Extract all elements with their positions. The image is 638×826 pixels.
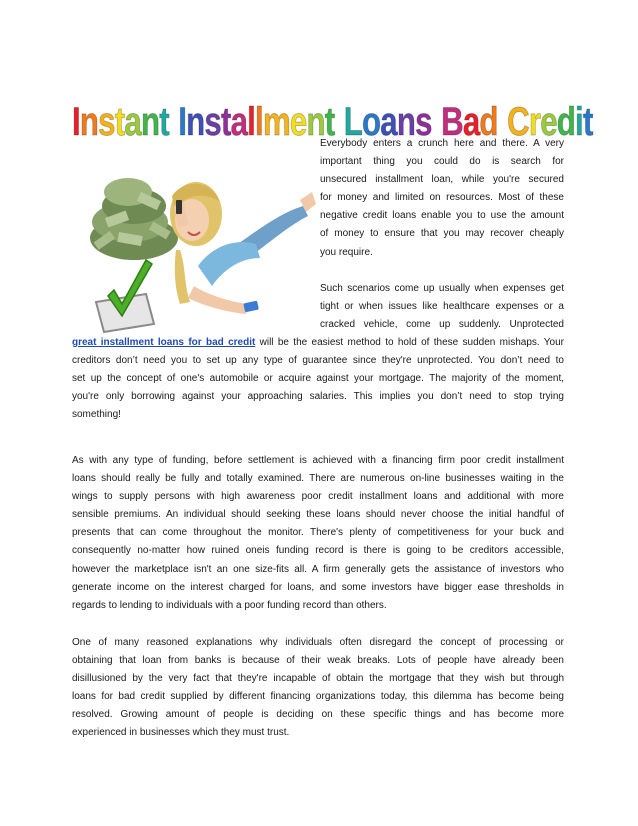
title-letter: d — [556, 99, 576, 144]
title-letter: L — [343, 99, 363, 144]
text-line: obtaining that loan from banks is because of their weak breaks. Lots of people have already been — [72, 655, 564, 667]
text-line: disillusioned by the very fact that they're incapable of obtain the mortgage that they wish but through — [72, 673, 564, 685]
text-line: generate income on the interest charged for loans, and some investors have bigger ease thresholds in — [72, 581, 564, 593]
text-line: set up the concept of one's automobile or acquire against your mortgage. The majority of the moment, — [72, 373, 564, 385]
text-line: for money and limited on resources. Most of these — [320, 192, 564, 204]
text-line: negative credit loans enable you to use the amount — [320, 210, 564, 222]
text-line: loans should really be fully and totally examined. There are numerous on-line businesses waiting in the — [72, 473, 564, 485]
title-letter: n — [396, 99, 416, 144]
title-letter: n — [79, 99, 99, 144]
title-letter: a — [462, 99, 480, 144]
text-line: however the marketplace isn't an one size-fits all. A firm generally gets the assistance of investors who — [72, 563, 564, 575]
title-letter: o — [362, 99, 381, 144]
text-line: One of many reasoned explanations why individuals often disregard the concept of processing or — [72, 637, 564, 648]
text-line: cracked vehicle, come up suddenly. Unprotected — [320, 318, 564, 330]
text-line: unsecured installment loan, while you're secured — [320, 174, 564, 186]
text-line: Everybody enters a crunch here and there. A very — [320, 138, 564, 149]
text-line: of money to ensure that you may recover cheaply — [320, 228, 564, 240]
text-line: you're only borrowing against your approaching salaries. This implies you don’t need to stop trying — [72, 391, 564, 403]
title-letter: I — [72, 99, 80, 144]
title-letter: I — [178, 99, 187, 144]
text-line: As with any type of funding, before settlement is achieved with a financing firm poor credit installment — [72, 455, 564, 466]
reasons-paragraph — [72, 634, 564, 743]
text-line: sensible premiums. An individual should seeking these loans should never choose the initial handful of — [72, 509, 564, 521]
title-letter: C — [507, 99, 529, 144]
text-line: experienced in businesses which they must trust. — [72, 727, 290, 739]
title-letter: m — [262, 99, 290, 144]
text-line: creditors don’t need you to set up any type of guarantee since they're unprotected. You don’t need to — [72, 355, 564, 367]
money-pile-icon — [90, 178, 178, 260]
great-installment-loans-link[interactable]: great installment loans for bad credit — [72, 337, 256, 348]
title-letter: t — [582, 99, 593, 144]
text-line: important thing you could do is search for — [320, 156, 564, 168]
title-letter: n — [186, 99, 205, 144]
title-letter: n — [306, 99, 325, 144]
hero-image — [88, 126, 320, 338]
title-letter: s — [98, 99, 115, 144]
title-letter: l — [255, 99, 263, 144]
title-letter: a — [230, 99, 248, 144]
title-letter: s — [415, 99, 432, 144]
title-letter: t — [220, 99, 231, 144]
title-letter: i — [575, 99, 583, 144]
scenarios-paragraph: great installment loans for bad credit will be the easiest method to hold of these sudden mishaps. Your creditors don’t need you to set up any type of guarantee since they're unprotected. You don’t need to set up the concept of one's automobile or acquire against your mortgage. The majority of the moment, you're only borrowing against your approaching salaries. This implies you don’t need to stop trying something! — [72, 334, 564, 424]
title-letter: n — [140, 99, 160, 144]
text-line: consequently no-matter how ruined oneis funding record is there is going to be creditors accessible, — [72, 545, 564, 557]
title-letter: t — [159, 99, 169, 144]
scenarios-paragraph-start — [320, 280, 564, 334]
text-line: resolved. Growing amount of people is deciding on these specific things and has become more — [72, 709, 564, 721]
title-letter: t — [324, 99, 335, 144]
title-letter: r — [528, 99, 541, 144]
text-line: presents that can come throughout the monitor. There's plenty of competitiveness for your buck and — [72, 527, 564, 539]
title-letter: a — [124, 99, 141, 144]
text-line: regards to lending to individuals with a poor funding record than others. — [72, 599, 387, 611]
title-letter: d — [479, 99, 498, 144]
text-line: something! — [72, 409, 121, 421]
text-line: Such scenarios come up usually when expenses get — [320, 282, 564, 294]
woman-on-phone-icon — [170, 182, 316, 314]
text-line: you require. — [320, 246, 373, 258]
title-letter: l — [247, 99, 256, 144]
title-letter: s — [204, 99, 221, 144]
intro-paragraph — [320, 135, 564, 262]
title-letter: a — [380, 99, 397, 144]
funding-paragraph — [72, 452, 564, 615]
checkmark-icon — [96, 260, 154, 332]
title-letter: e — [289, 99, 307, 144]
right-column-text — [320, 135, 564, 334]
text-line: loans for bad credit supplied by different financing organizations today, this dilemma has become being — [72, 691, 564, 703]
title-letter: B — [441, 99, 463, 144]
title-letter: t — [114, 99, 125, 144]
text-line: wings to supply persons with high awareness poor credit installment loans and additional with more — [72, 491, 564, 503]
text-line: tight or when issues like healthcare expenses or a — [320, 300, 564, 312]
title-letter: e — [540, 99, 557, 144]
